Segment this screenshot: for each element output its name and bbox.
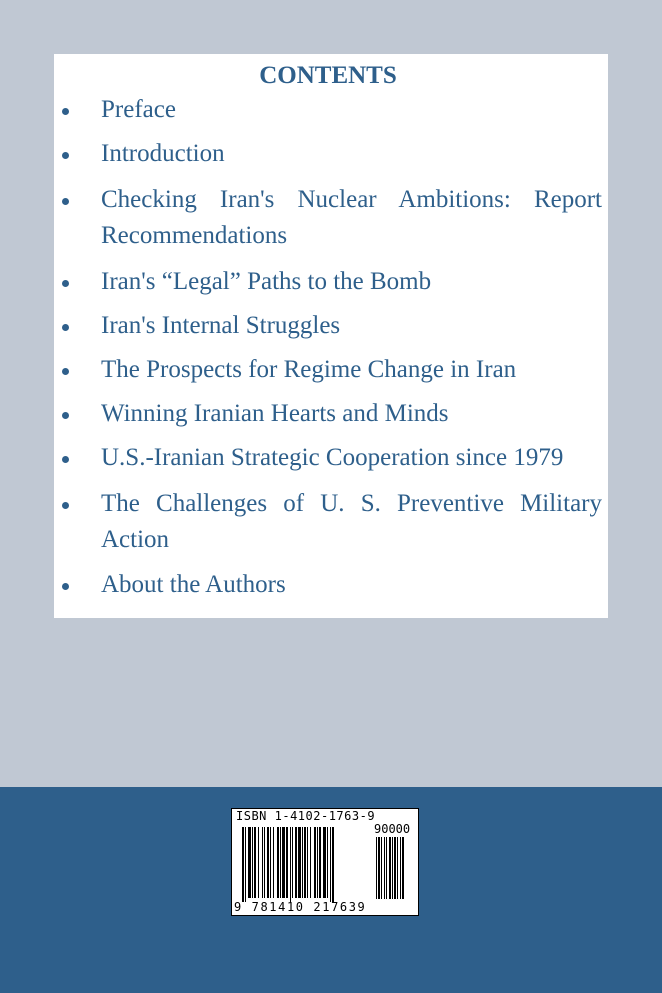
- barcode-bar: [245, 827, 246, 902]
- barcode-bar: [314, 827, 316, 898]
- toc-item-label: U.S.-Iranian Strategic Cooperation since 1979: [101, 444, 564, 471]
- addon-bar: [400, 837, 401, 899]
- bullet-icon: [62, 152, 69, 159]
- barcode-bar: [270, 827, 271, 898]
- barcode-bar: [307, 827, 308, 898]
- toc-item-legal-paths: [54, 264, 602, 300]
- toc-item-internal-struggles: [54, 308, 602, 344]
- barcode-bar: [310, 827, 311, 898]
- isbn-barcode: [231, 808, 419, 916]
- toc-item-label: Checking Iran's Nuclear Ambitions: Report Recommendations: [101, 186, 602, 249]
- addon-bar: [384, 837, 385, 899]
- barcode-bar: [282, 827, 285, 898]
- barcode-bar: [295, 827, 297, 898]
- toc-item-checking-ambitions: [54, 182, 602, 254]
- toc-item-label: Introduction: [101, 140, 225, 167]
- toc-item-regime-change: [54, 352, 602, 388]
- isbn-label: ISBN 1-4102-1763-9: [236, 809, 376, 823]
- bullet-icon: [62, 583, 69, 590]
- toc-item-about-authors: [54, 567, 602, 603]
- barcode-bar: [280, 827, 281, 898]
- barcode-bar: [323, 827, 326, 898]
- bullet-icon: [62, 280, 69, 287]
- barcode-bar: [304, 827, 306, 898]
- addon-bar: [392, 837, 393, 899]
- barcode-bar: [254, 827, 256, 898]
- barcode-bar: [319, 827, 321, 898]
- barcode-bar: [290, 827, 291, 902]
- toc-item-label: The Challenges of U. S. Preventive Military Action: [101, 490, 602, 553]
- toc-item-introduction: [54, 136, 602, 172]
- bullet-icon: [62, 412, 69, 419]
- toc-item-preventive-action: [54, 486, 602, 558]
- bullet-icon: [62, 198, 69, 205]
- toc-item-strategic-cooperation: [54, 440, 602, 476]
- addon-bar: [397, 837, 398, 899]
- barcode-bar: [262, 827, 263, 898]
- contents-panel: [54, 54, 608, 618]
- addon-bar: [394, 837, 396, 899]
- addon-bar: [376, 837, 377, 899]
- toc-item-label: Iran's Internal Struggles: [101, 312, 341, 339]
- barcode-bar: [298, 827, 301, 898]
- barcode-bar: [302, 827, 303, 898]
- barcode-bar: [292, 827, 293, 898]
- barcode-bar: [330, 827, 331, 902]
- bullet-icon: [62, 456, 69, 463]
- toc-item-label: Preface: [101, 96, 176, 123]
- barcode-bar: [267, 827, 269, 898]
- addon-bar: [402, 837, 404, 899]
- ean-code: 9 781410 217639: [234, 900, 367, 914]
- barcode-bar: [327, 827, 328, 898]
- addon-bar: [381, 837, 382, 899]
- addon-code: 90000: [374, 822, 411, 836]
- addon-bar: [389, 837, 391, 899]
- toc-item-hearts-minds: [54, 396, 602, 432]
- toc-item-label: About the Authors: [101, 571, 286, 598]
- toc-item-label: Winning Iranian Hearts and Minds: [101, 400, 449, 427]
- barcode-bar: [264, 827, 265, 898]
- toc-item-label: The Prospects for Regime Change in Iran: [101, 356, 517, 383]
- bullet-icon: [62, 502, 69, 509]
- barcode-bar: [258, 827, 259, 898]
- bullet-icon: [62, 324, 69, 331]
- barcode-bar: [273, 827, 274, 898]
- addon-bar: [386, 837, 387, 899]
- toc-item-label: Iran's “Legal” Paths to the Bomb: [101, 268, 432, 295]
- barcode-bar: [317, 827, 318, 898]
- contents-title: CONTENTS: [259, 62, 397, 89]
- toc-list: [54, 92, 602, 603]
- barcode-bar: [286, 827, 288, 898]
- addon-bar: [378, 837, 380, 899]
- barcode-bar: [332, 827, 334, 902]
- toc-item-preface: [54, 92, 602, 128]
- barcode-bar: [248, 827, 251, 898]
- bullet-icon: [62, 108, 69, 115]
- barcode-bar: [242, 827, 244, 902]
- barcode-bar: [252, 827, 253, 898]
- bullet-icon: [62, 368, 69, 375]
- barcode-bar: [277, 827, 279, 898]
